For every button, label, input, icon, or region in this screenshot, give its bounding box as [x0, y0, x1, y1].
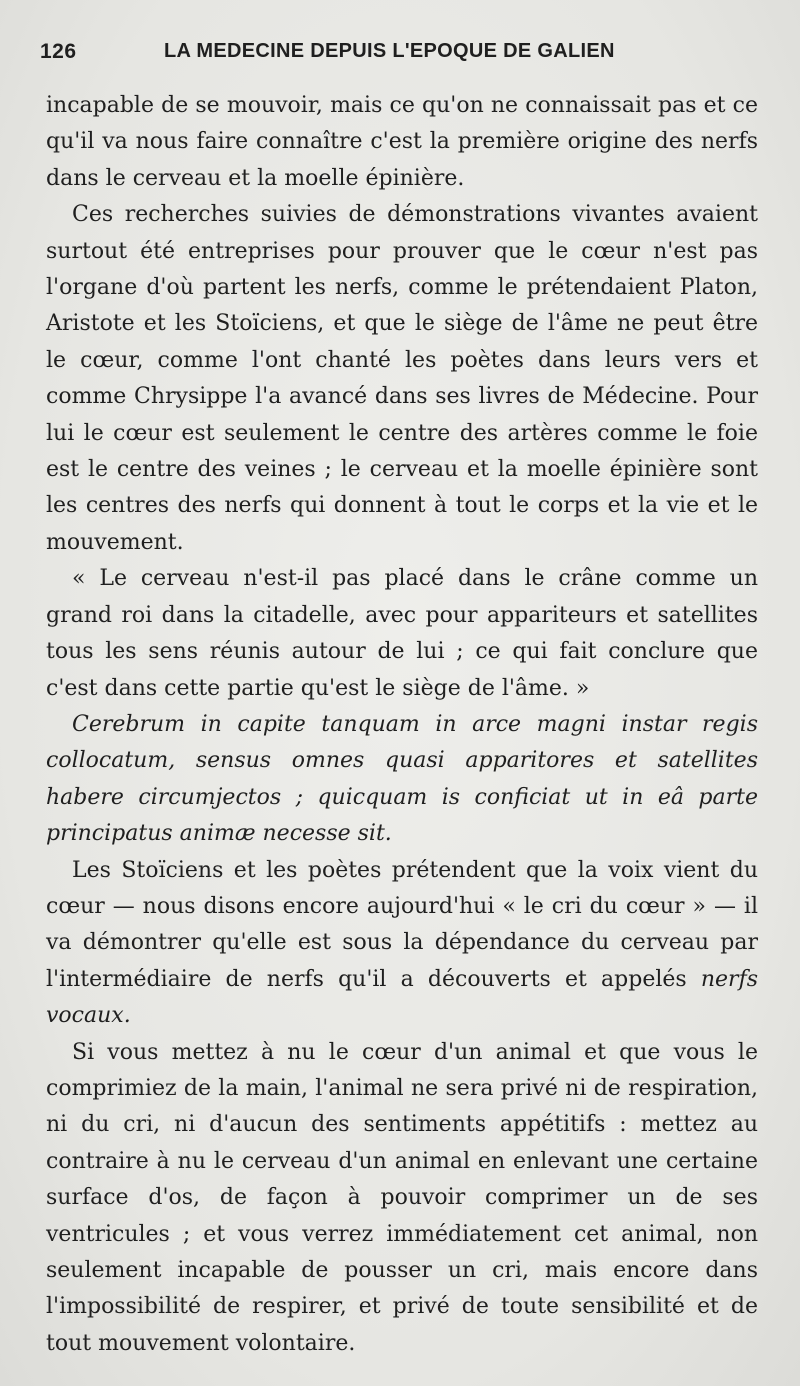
running-head: LA MEDECINE DEPUIS L'EPOQUE DE GALIEN: [164, 40, 615, 62]
body-text: [46, 88, 758, 1362]
paragraph-6: Si vous mettez à nu le cœur d'un animal et que vous le comprimiez de la main, l'animal ne sera privé ni de respiration, ni du cri, ni d'aucun des sentiments appétitifs : mettez au contraire à nu le cerveau d'un animal en enlevant une certaine surface d'os, de façon à pouvoir comprimer un de ses ventricules ; et vous verrez immédiatement cet animal, non seulement incapable de pousser un cri, mais encore dans l'impossibilité de respirer, et privé de toute sensibilité et de tout mouvement volontaire.: [46, 1039, 758, 1356]
paragraph-2: Ces recherches suivies de démonstrations vivantes avaient surtout été entreprises pour prouver que le cœur n'est pas l'organe d'où partent les nerfs, comme le prétendaient Platon, Aristote et les Stoïciens, et que le siège de l'âme ne peut être le cœur, comme l'ont chanté les poètes dans leurs vers et comme Chrysippe l'a avancé dans ses livres de Médecine. Pour lui le cœur est seulement le centre des artères comme le foie est le centre des veines ; le cerveau et la moelle épinière sont les centres des nerfs qui donnent à tout le corps et la vie et le mouvement.: [46, 202, 758, 555]
paragraph-5-italic-term: nerfs vocaux.: [46, 966, 758, 1029]
page-number: 126: [40, 40, 77, 63]
paragraph-3-quote: « Le cerveau n'est-il pas placé dans le crâne comme un grand roi dans la citadelle, avec pour appariteurs et satellites tous les sens réunis autour de lui ; ce qui fait conclure que c'est dans cette partie qu'est le siège de l'âme. »: [46, 566, 758, 701]
page-header: [40, 40, 760, 76]
paragraph-5-text: Les Stoïciens et les poètes prétendent que la voix vient du cœur — nous disons encore aujourd'hui « le cri du cœur » — il va démontrer qu'elle est sous la dépendance du cerveau par l'intermédiaire de nerfs qu'il a découverts et appelés: [46, 857, 758, 992]
paragraph-4-latin-quote: Cerebrum in capite tanquam in arce magni instar regis collocatum, sensus omnes quasi apparitores et satellites habere circumjectos ; quicquam is conficiat ut in eâ parte principatus animæ necesse sit.: [46, 711, 758, 847]
paragraph-1: incapable de se mouvoir, mais ce qu'on ne connaissait pas et ce qu'il va nous faire connaître c'est la première origine des nerfs dans le cerveau et la moelle épinière.: [46, 93, 758, 191]
paragraph-5: [46, 853, 758, 1035]
